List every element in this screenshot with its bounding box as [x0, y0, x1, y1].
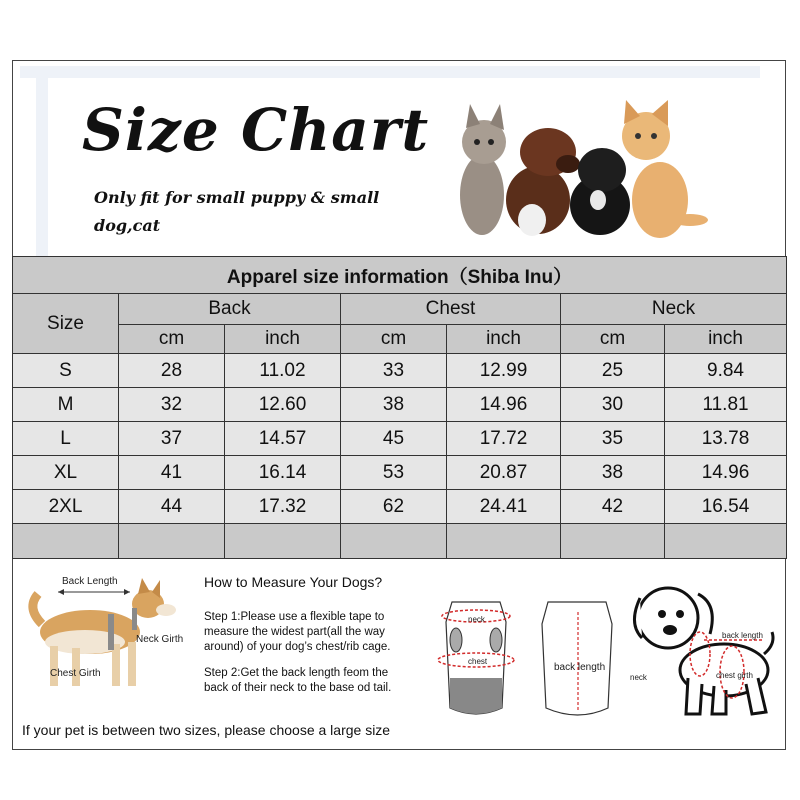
puppy-brown-icon — [506, 128, 580, 236]
table-row — [13, 422, 787, 456]
unit-header: inch — [225, 325, 341, 354]
value-cell: 9.84 — [665, 354, 787, 388]
value-cell: 14.96 — [665, 456, 787, 490]
value-cell: 33 — [341, 354, 447, 388]
empty-cell — [447, 524, 561, 559]
empty-cell — [13, 524, 119, 559]
empty-cell — [561, 524, 665, 559]
value-cell: 13.78 — [665, 422, 787, 456]
size-cell: 2XL — [13, 490, 119, 524]
value-cell: 16.54 — [665, 490, 787, 524]
cartoon-chest-girth-label: chest girth — [716, 671, 753, 680]
measure-heading: How to Measure Your Dogs? — [204, 574, 383, 590]
cartoon-puppy-illustration — [628, 574, 778, 724]
value-cell: 17.32 — [225, 490, 341, 524]
empty-row — [13, 524, 787, 559]
back-length-label: Back Length — [62, 576, 118, 587]
size-cell: M — [13, 388, 119, 422]
value-cell: 14.57 — [225, 422, 341, 456]
kitten-gray-icon — [460, 104, 506, 235]
value-cell: 37 — [119, 422, 225, 456]
size-cell: L — [13, 422, 119, 456]
value-cell: 28 — [119, 354, 225, 388]
neck-group-header: Neck — [561, 294, 787, 325]
value-cell: 30 — [561, 388, 665, 422]
size-table — [12, 256, 787, 559]
vest-neck-label: neck — [468, 615, 485, 624]
value-cell: 24.41 — [447, 490, 561, 524]
value-cell: 20.87 — [447, 456, 561, 490]
vest-chest-label: chest — [468, 657, 488, 666]
table-row — [13, 456, 787, 490]
page-title: Size Chart — [82, 96, 430, 164]
value-cell: 17.72 — [447, 422, 561, 456]
shiba-measure-illustration — [20, 572, 200, 708]
value-cell: 41 — [119, 456, 225, 490]
value-cell: 11.81 — [665, 388, 787, 422]
value-cell: 38 — [341, 388, 447, 422]
size-cell: S — [13, 354, 119, 388]
vest-back-icon — [542, 602, 612, 715]
unit-header: cm — [119, 325, 225, 354]
empty-cell — [341, 524, 447, 559]
value-cell: 25 — [561, 354, 665, 388]
table-row — [13, 388, 787, 422]
kitten-orange-icon — [622, 100, 708, 238]
chest-group-header: Chest — [341, 294, 561, 325]
empty-cell — [119, 524, 225, 559]
unit-header: cm — [341, 325, 447, 354]
value-cell: 44 — [119, 490, 225, 524]
measure-step-2: Step 2:Get the back length feom the back of their neck to the base od tail. — [204, 667, 392, 694]
pets-photo — [450, 100, 720, 245]
value-cell: 12.60 — [225, 388, 341, 422]
value-cell: 45 — [341, 422, 447, 456]
unit-header: cm — [561, 325, 665, 354]
size-cell: XL — [13, 456, 119, 490]
neck-girth-label: Neck Girth — [136, 634, 184, 645]
value-cell: 35 — [561, 422, 665, 456]
empty-cell — [225, 524, 341, 559]
cartoon-back-length-label: back length — [722, 631, 763, 640]
table-row — [13, 490, 787, 524]
value-cell: 62 — [341, 490, 447, 524]
value-cell: 11.02 — [225, 354, 341, 388]
vest-front-icon — [438, 602, 514, 714]
size-column-header: Size — [13, 294, 119, 354]
banner-accent-top — [20, 66, 760, 78]
chest-girth-label: Chest Girth — [50, 668, 101, 679]
value-cell: 42 — [561, 490, 665, 524]
empty-cell — [665, 524, 787, 559]
page-subtitle: Only fit for small puppy & small dog,cat — [94, 188, 380, 235]
measure-step-1: Step 1:Please use a flexible tape to measure the widest part(all the way around) of your dog’s chest/rib cage. — [204, 611, 391, 653]
footer-note: If your pet is between two sizes, please choose a large size — [22, 722, 391, 738]
value-cell: 16.14 — [225, 456, 341, 490]
unit-header: inch — [447, 325, 561, 354]
cartoon-neck-label: neck — [630, 673, 647, 682]
value-cell: 38 — [561, 456, 665, 490]
table-row — [13, 354, 787, 388]
table-title: Apparel size information（Shiba Inu） — [13, 257, 787, 294]
banner-accent-left — [36, 66, 48, 256]
value-cell: 32 — [119, 388, 225, 422]
vest-measure-illustration — [430, 598, 620, 722]
value-cell: 14.96 — [447, 388, 561, 422]
vest-back-length-label: back length — [554, 662, 606, 673]
back-group-header: Back — [119, 294, 341, 325]
cartoon-puppy-icon — [634, 588, 773, 714]
value-cell: 12.99 — [447, 354, 561, 388]
unit-header: inch — [665, 325, 787, 354]
value-cell: 53 — [341, 456, 447, 490]
